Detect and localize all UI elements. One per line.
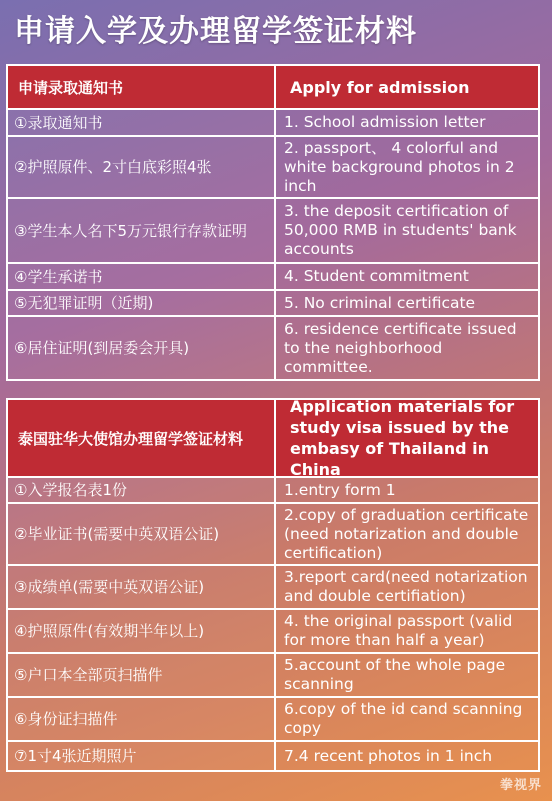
row-zh: ②毕业证书(需要中英双语公证)	[8, 504, 276, 564]
row-en: 4. the original passport (valid for more than half a year)	[284, 612, 513, 649]
row-zh: ④护照原件(有效期半年以上)	[8, 610, 276, 652]
admission-header-zh: 申请录取通知书	[8, 66, 276, 108]
row-en: 4. Student commitment	[284, 267, 469, 285]
row-zh: ①入学报名表1份	[8, 478, 276, 502]
table-row	[6, 742, 540, 772]
admission-header-en: Apply for admission	[290, 77, 470, 97]
row-en: 3. the deposit certification of 50,000 RMB in students' bank accounts	[284, 202, 517, 258]
table-row	[6, 264, 540, 291]
visa-table-header	[6, 398, 540, 478]
admission-table	[6, 64, 540, 381]
row-en: 2.copy of graduation certificate (need notarization and double certification)	[284, 505, 529, 562]
row-zh: ③成绩单(需要中英双语公证)	[8, 566, 276, 608]
row-zh: ③学生本人名下5万元银行存款证明	[8, 199, 276, 262]
table-row	[6, 566, 540, 610]
table-row	[6, 698, 540, 742]
row-en: 6. residence certificate issued to the neighborhood committee.	[284, 319, 517, 376]
table-row	[6, 291, 540, 317]
watermark: 拳视界	[499, 778, 542, 793]
row-zh: ⑤户口本全部页扫描件	[8, 654, 276, 696]
page-title: 申请入学及办理留学签证材料	[14, 14, 417, 49]
table-row	[6, 504, 540, 566]
visa-header-en: Application materials for study visa issued by the embasy of Thailand in China	[290, 397, 515, 479]
row-zh: ⑥居住证明(到居委会开具)	[8, 317, 276, 379]
row-en: 2. passport、 4 colorful and white background photos in 2 inch	[284, 138, 515, 195]
visa-header-zh: 泰国驻华大使馆办理留学签证材料	[8, 400, 276, 476]
table-row	[6, 317, 540, 381]
row-en: 1. School admission letter	[284, 113, 486, 131]
row-en: 6.copy of the id cand scanning copy	[284, 700, 523, 737]
admission-table-header	[6, 64, 540, 110]
row-zh: ④学生承诺书	[8, 264, 276, 289]
row-zh: ⑦1寸4张近期照片	[8, 742, 276, 770]
table-row	[6, 654, 540, 698]
table-row	[6, 137, 540, 199]
row-zh: ⑥身份证扫描件	[8, 698, 276, 740]
table-row	[6, 478, 540, 504]
row-zh: ①录取通知书	[8, 110, 276, 135]
row-en: 1.entry form 1	[284, 480, 396, 499]
table-row	[6, 610, 540, 654]
table-row	[6, 110, 540, 137]
row-en: 7.4 recent photos in 1 inch	[284, 746, 493, 765]
row-en: 5.account of the whole page scanning	[284, 656, 506, 693]
visa-table	[6, 398, 540, 772]
row-en: 5. No criminal certificate	[284, 293, 476, 312]
table-row	[6, 199, 540, 264]
row-zh: ⑤无犯罪证明（近期)	[8, 291, 276, 315]
row-zh: ②护照原件、2寸白底彩照4张	[8, 137, 276, 197]
row-en: 3.report card(need notarization and double certifiation)	[284, 568, 528, 605]
